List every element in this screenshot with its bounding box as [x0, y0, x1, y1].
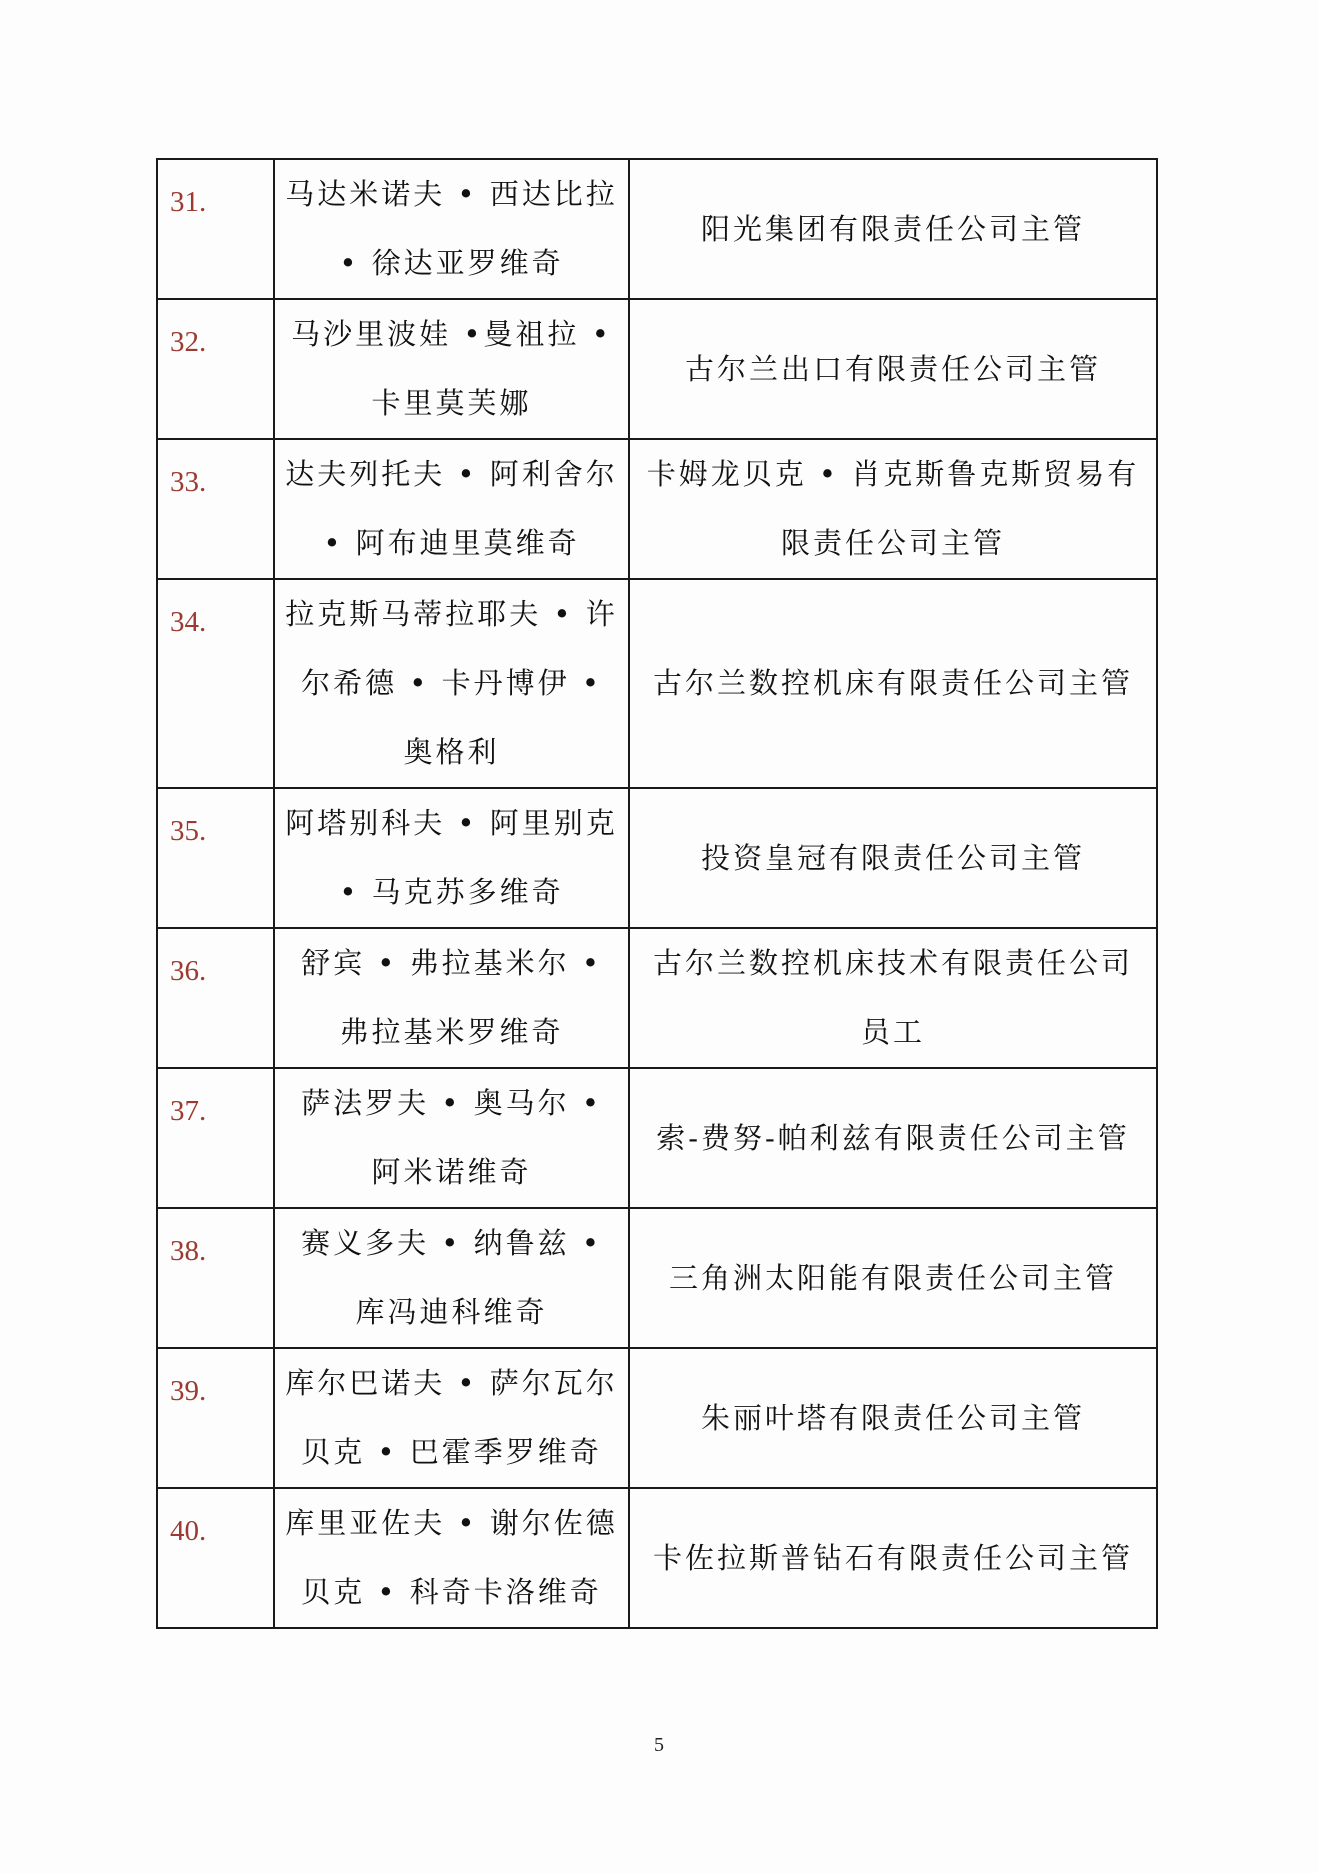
person-position: 卡姆龙贝克 • 肖克斯鲁克斯贸易有限责任公司主管 [629, 439, 1157, 579]
person-name: 库里亚佐夫 • 谢尔佐德贝克 • 科奇卡洛维奇 [274, 1488, 629, 1628]
table-row [157, 1068, 1157, 1208]
row-number: 34. [157, 579, 274, 788]
table-row [157, 1488, 1157, 1628]
person-position: 阳光集团有限责任公司主管 [629, 159, 1157, 299]
person-name: 库尔巴诺夫 • 萨尔瓦尔贝克 • 巴霍季罗维奇 [274, 1348, 629, 1488]
person-position: 古尔兰数控机床技术有限责任公司员工 [629, 928, 1157, 1068]
table-row [157, 439, 1157, 579]
person-name: 萨法罗夫 • 奥马尔 • 阿米诺维奇 [274, 1068, 629, 1208]
table-row [157, 1348, 1157, 1488]
row-number: 31. [157, 159, 274, 299]
roster-table [156, 158, 1158, 1629]
table-row [157, 1208, 1157, 1348]
person-position: 朱丽叶塔有限责任公司主管 [629, 1348, 1157, 1488]
person-position: 古尔兰数控机床有限责任公司主管 [629, 579, 1157, 788]
person-position: 三角洲太阳能有限责任公司主管 [629, 1208, 1157, 1348]
person-name: 舒宾 • 弗拉基米尔 • 弗拉基米罗维奇 [274, 928, 629, 1068]
person-position: 索-费努-帕利兹有限责任公司主管 [629, 1068, 1157, 1208]
person-position: 卡佐拉斯普钻石有限责任公司主管 [629, 1488, 1157, 1628]
table-row [157, 159, 1157, 299]
table-row [157, 579, 1157, 788]
person-name: 拉克斯马蒂拉耶夫 • 许尔希德 • 卡丹博伊 • 奥格利 [274, 579, 629, 788]
page-number: 5 [654, 1734, 664, 1756]
row-number: 36. [157, 928, 274, 1068]
table-row [157, 788, 1157, 928]
person-position: 古尔兰出口有限责任公司主管 [629, 299, 1157, 439]
row-number: 38. [157, 1208, 274, 1348]
person-name: 阿塔别科夫 • 阿里别克 • 马克苏多维奇 [274, 788, 629, 928]
row-number: 40. [157, 1488, 274, 1628]
row-number: 32. [157, 299, 274, 439]
person-name: 马达米诺夫 • 西达比拉 • 徐达亚罗维奇 [274, 159, 629, 299]
person-name: 马沙里波娃 •曼祖拉 •卡里莫芙娜 [274, 299, 629, 439]
table-row [157, 299, 1157, 439]
person-name: 赛义多夫 • 纳鲁兹 • 库冯迪科维奇 [274, 1208, 629, 1348]
row-number: 37. [157, 1068, 274, 1208]
row-number: 39. [157, 1348, 274, 1488]
table-row [157, 928, 1157, 1068]
row-number: 35. [157, 788, 274, 928]
person-name: 达夫列托夫 • 阿利舍尔 • 阿布迪里莫维奇 [274, 439, 629, 579]
person-position: 投资皇冠有限责任公司主管 [629, 788, 1157, 928]
row-number: 33. [157, 439, 274, 579]
